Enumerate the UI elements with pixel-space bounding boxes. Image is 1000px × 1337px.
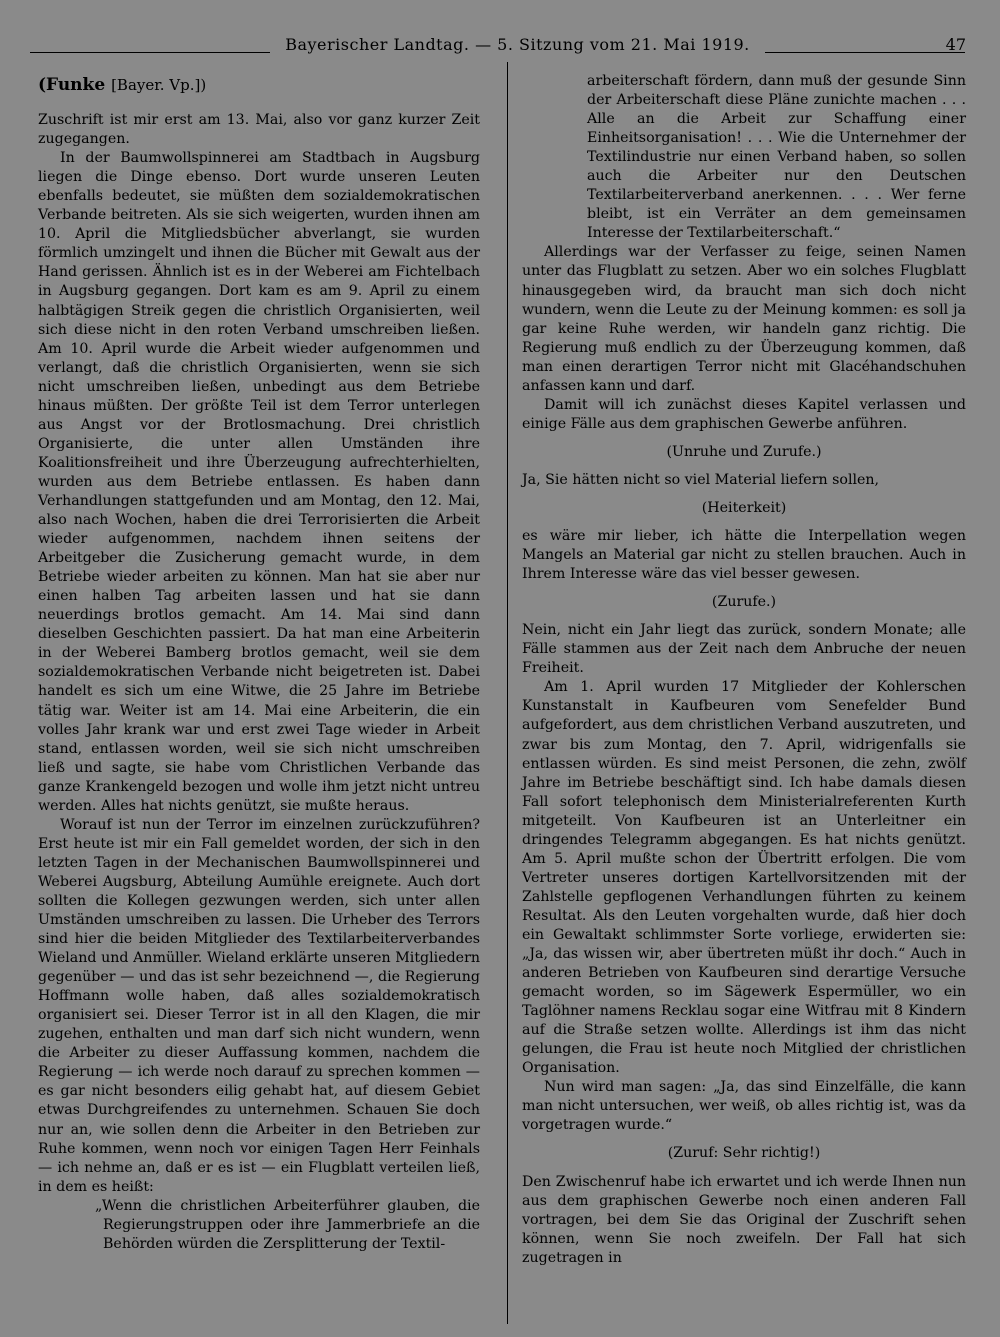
interjection: (Zuruf: Sehr richtig!) [667,1145,821,1162]
interjection: (Heiterkeit) [701,499,787,516]
page-header [30,30,970,60]
right-column [522,72,966,1268]
speaker-party: [Bayer. Vp.]) [111,76,207,94]
paragraph: Am 1. April wurden 17 Mitglieder der Kohlerschen Kunstanstalt in Kaufbeuren vom Senefelder Bund aufgefordert, aus dem christlichen Verband auszutreten, und zwar bis zum Montag, den 7. April, widrigenfalls sie entlassen würden. Es sind meist Personen, die zehn, zwölf Jahre im Betriebe beschäftigt sind. Ich habe damals diesen Fall sofort telephonisch dem Ministerialreferenten Kurth mitgeteilt. Von Kaufbeuren ist an Unterleitner ein dringendes Telegramm abgegangen. Es hat nichts genützt. Am 5. April mußte schon der Übertritt erfolgen. Die vom Vertreter unseres dortigen Kartellvorsitzenden mit der Zahlstelle gepflogenen Verhandlungen führten zu keinem Resultat. Als den Leuten vorgehalten wurde, daß hier doch ein Gewaltakt schlimmster Sorte vorliege, erwiderten sie: „Ja, das wissen wir, aber übertreten müßt ihr doch.“ Auch in anderen Betrieben von Kaufbeuren sind derartige Versuche gemacht worden, so im Sägewerk Espermüller, wo ein Taglöhner namens Recklau sogar eine Witfrau mit 8 Kindern auf die Straße setzen wollte. Allerdings ist ihm das nicht gelungen, die Frau ist heute noch Mitglied der christlichen Organisation. [522,679,966,1077]
column-divider [507,62,508,1324]
paragraph: In der Baumwollspinnerei am Stadtbach in Augsburg liegen die Dinge ebenso. Dort wurde unseren Leuten ebenfalls bedeutet, sie müßten dem sozialdemokratischen Verbande beitreten. Als sie sich weigerten, wurden ihnen am 10. April die Mitgliedsbücher abverlangt, sie wurden förmlich umzingelt und ihnen die Bücher mit Gewalt aus der Hand gerissen. Ähnlich ist es in der Weberei am Fichtelbach in Augsburg gegangen. Dort kam es am 9. April zu einem halbtägigen Streik gegen die christlich Organisierten, weil sich diese nicht in den roten Verband umschreiben ließen. Am 10. April wurde die Arbeit wieder aufgenommen und verlangt, daß die christlich Organisierten, wenn sie sich nicht umschreiben ließen, unbedingt aus dem Betriebe hinaus müßten. Der größte Teil ist dem Terror unterlegen aus Angst vor der Brotlosmachung. Drei christlich Organisierte, die unter allen Umständen ihre Koalitionsfreiheit und ihre Überzeugung aufrechterhielten, wurden aus dem Betriebe entlassen. Es haben dann Verhandlungen stattgefunden und am Montag, den 12. Mai, also nach Wochen, haben die drei Terrorisierten die Arbeit wieder aufgenommen, nachdem ihnen seitens der Arbeitgeber die Zusicherung gemacht wurde, in dem Betriebe wieder arbeiten zu können. Man hat sie aber nur einen halben Tag arbeiten lassen und hat sie dann neuerdings brotlos gemacht. Am 14. Mai sind dann dieselben Geschichten passiert. Da hat man eine Arbeiterin in der Weberei Bamberg brotlos gemacht, weil sie dem sozialdemokratischen Verbande nicht beigetreten ist. Dabei handelt es sich um eine Witwe, die 25 Jahre im Betriebe tätig war. Weiter ist am 14. Mai eine Arbeiterin, die ein volles Jahr krank war und erst zwei Tage wieder in Arbeit stand, entlassen worden, weil sie sich nicht umschreiben ließ und sagte, sie habe vom Christlichen Verbande das ganze Krankengeld bezogen und wolle ihm jetzt nicht untreu werden. Alles hat nichts genützt, sie mußte heraus. [38,150,480,814]
interjection: (Zurufe.) [711,594,777,611]
paragraph: Allerdings war der Verfasser zu feige, seinen Namen unter das Flugblatt zu setzen. Aber wo ein solches Flugblatt hinausgegeben wird, da braucht man sich doch nicht wundern, wenn die Leute zu der Meinung kommen: es soll ja gar keine Ruhe werden, wir handeln ganz richtig. Die Regierung muß endlich zu der Überzeugung kommen, daß man einen derartigen Terror nicht mit Glacéhandschuhen anfassen kann und darf. [522,244,966,394]
interjection: (Unruhe und Zurufe.) [666,443,822,460]
paragraph: Zuschrift ist mir erst am 13. Mai, also vor ganz kurzer Zeit zugegangen. [38,112,480,148]
speaker-heading [38,76,480,95]
header-title: Bayerischer Landtag. — 5. Sitzung vom 21. Mai 1919. [285,35,750,54]
paragraph: Nein, nicht ein Jahr liegt das zurück, sondern Monate; alle Fälle stammen aus der Zeit nach dem Anbruche der neuen Freiheit. [522,622,966,677]
paragraph: Worauf ist nun der Terror im einzelnen zurückzuführen? Erst heute ist mir ein Fall gemeldet worden, der sich in den letzten Tagen in der Mechanischen Baumwollspinnerei und Weberei Augsburg, Abteilung Aumühle ereignete. Auch dort sollten die Kollegen gezwungen werden, sich unter allen Umständen umschreiben zu lassen. Die Urheber des Terrors sind hier die beiden Mitglieder des Textilarbeiterverbandes Wieland und Anmüller. Wieland erklärte unseren Mitgliedern gegenüber — und das ist sehr bezeichnend —, die Regierung Hoffmann wolle haben, daß alles sozialdemokratisch organisiert sei. Dieser Terror ist in all den Klagen, die mir zugehen, enthalten und man darf sich nicht wundern, wenn die Arbeiter zu dieser Auffassung kommen, nachdem die Regierung — ich werde noch darauf zu sprechen kommen — es gar nicht besonders eilig gehabt hat, auf diesem Gebiet etwas Durchgreifendes zu unternehmen. Schauen Sie doch nur an, wie sollen denn die Arbeiter in den Betrieben zur Ruhe kommen, wenn noch vor einigen Tagen Herr Feinhals — ich nehme an, daß er es ist — ein Flugblatt verteilen ließ, in dem es heißt: [38,816,480,1195]
left-column [38,76,480,1254]
paragraph: Den Zwischenruf habe ich erwartet und ich werde Ihnen nun aus dem graphischen Gewerbe noch einen anderen Fall vortragen, bei dem Sie das Original der Zuschrift sehen können, wenn Sie noch zweifeln. Der Fall hat sich zugetragen in [522,1173,966,1266]
header-rule-left [30,52,270,53]
paragraph: Damit will ich zunächst dieses Kapitel verlassen und einige Fälle aus dem graphischen Gewerbe anführen. [522,396,966,432]
quote-block: „Wenn die christlichen Arbeiterführer glauben, die Regierungstruppen oder ihre Jammerbriefe an die Behörden würden die Zersplitterung der Textil- [95,1197,480,1252]
speaker-name: (Funke [38,75,106,95]
header-rule-right [765,52,965,53]
paragraph: Ja, Sie hätten nicht so viel Material liefern sollen, [522,471,880,488]
paragraph: Nun wird man sagen: „Ja, das sind Einzelfälle, die kann man nicht untersuchen, wer weiß, ob alles richtig ist, was da vorgetragen wurde.“ [522,1079,966,1134]
paragraph: es wäre mir lieber, ich hätte die Interpellation wegen Mangels an Material gar nicht zu stellen brauchen. Auch in Ihrem Interesse wäre das viel besser gewesen. [522,528,966,583]
page-number: 47 [945,35,966,54]
quote-continuation: arbeiterschaft fördern, dann muß der gesunde Sinn der Arbeiterschaft diese Pläne zunichte machen . . . Alle an die Arbeit zur Schaffung einer Einheitsorganisation! . . . Wie die Unternehmer der Textilindustrie nur einen Verband haben, so sollen auch die Arbeiter nur den Deutschen Textilarbeiterverband anerkennen. . . . Wer ferne bleibt, ist ein Verräter an dem gemeinsamen Interesse der Textilarbeiterschaft.“ [587,73,966,242]
